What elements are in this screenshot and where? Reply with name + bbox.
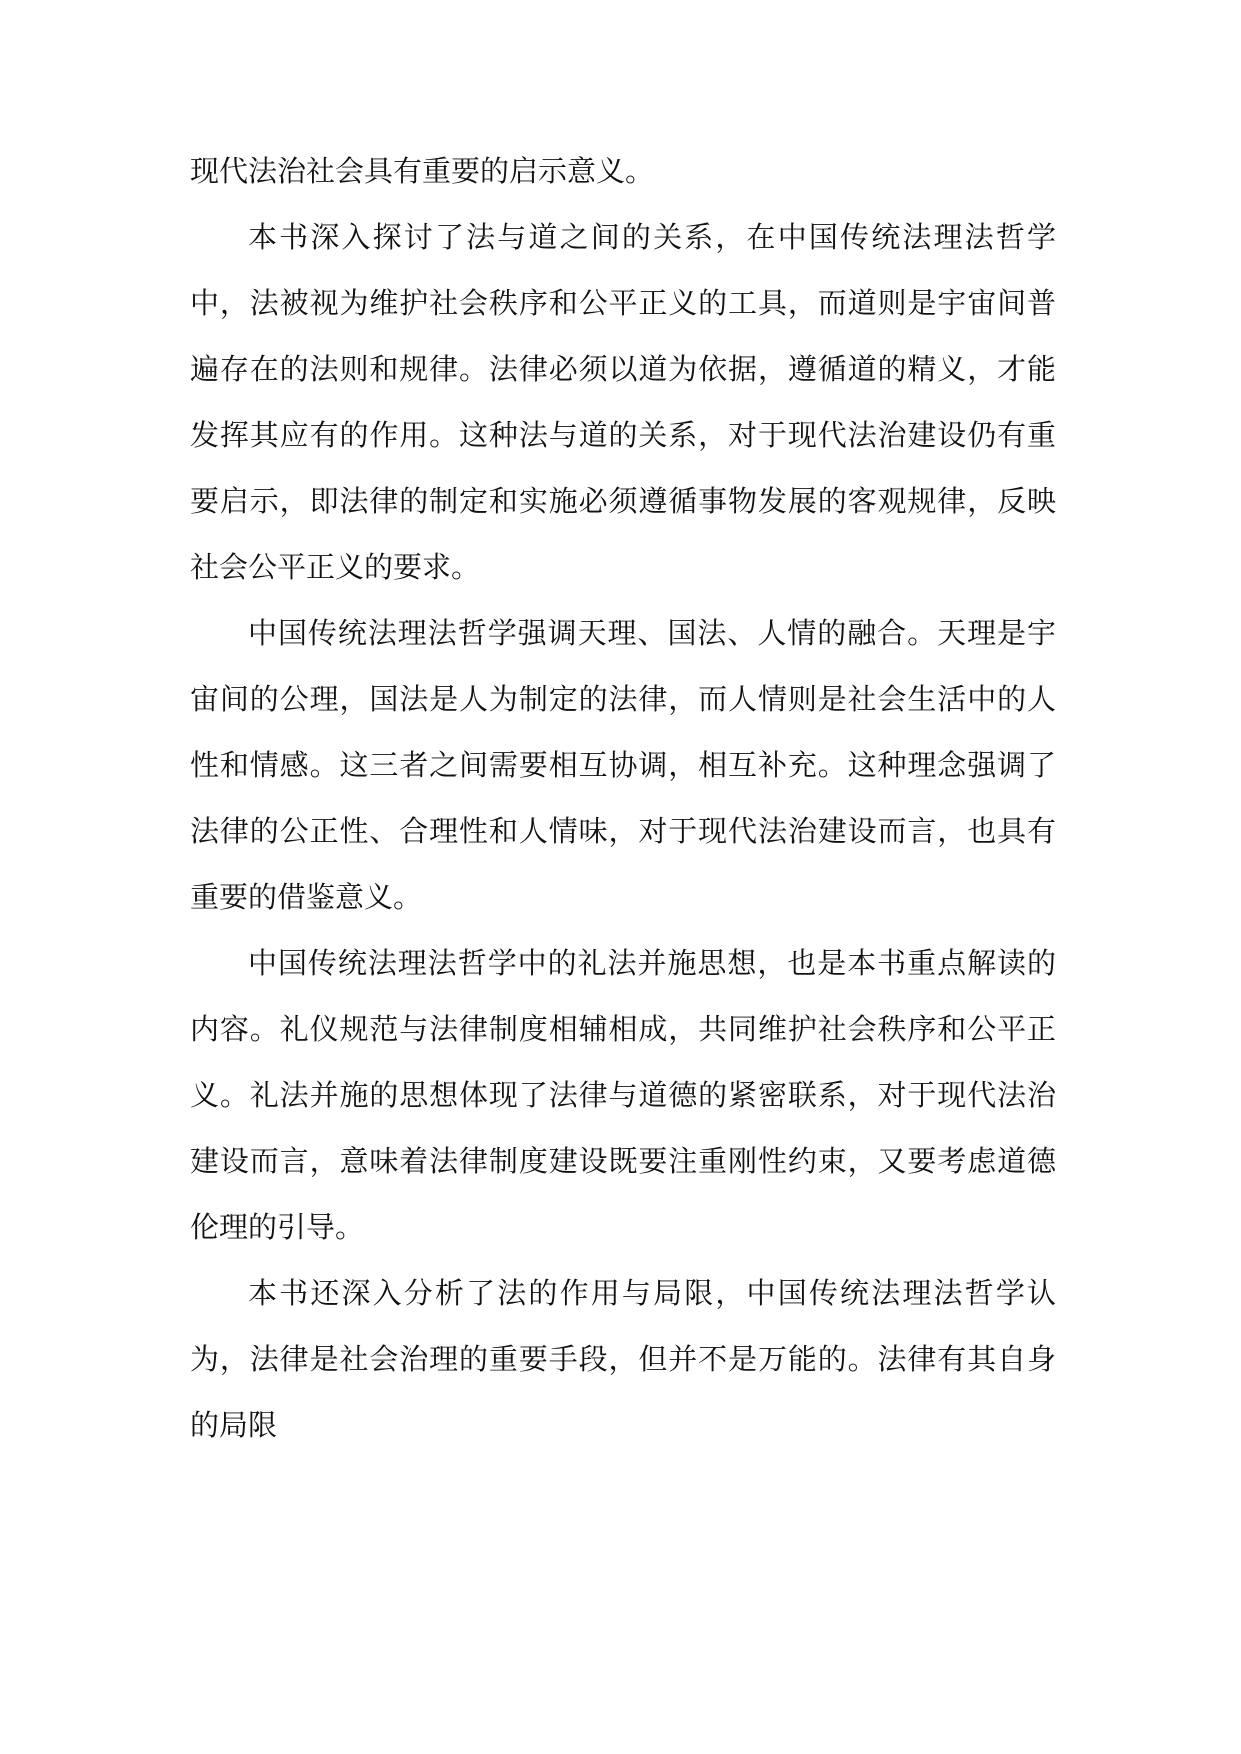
paragraph-heaven-law-human: 中国传统法理法哲学强调天理、国法、人情的融合。天理是宇宙间的公理，国法是人为制定的法律，而人情则是社会生活中的人性和情感。这三者之间需要相互协调，相互补充。这种理念强调了法律的公正性、合理性和人情味，对于现代法治建设而言，也具有重要的借鉴意义。 <box>190 616 1056 914</box>
paragraph-law-limits: 本书还深入分析了法的作用与局限，中国传统法理法哲学认为，法律是社会治理的重要手段，但并不是万能的。法律有其自身的局限 <box>190 1276 1056 1442</box>
paragraph-rites-and-law: 中国传统法理法哲学中的礼法并施思想，也是本书重点解读的内容。礼仪规范与法律制度相辅相成，共同维护社会秩序和公平正义。礼法并施的思想体现了法律与道德的紧密联系，对于现代法治建设而言，意味着法律制度建设既要注重刚性约束，又要考虑道德伦理的引导。 <box>190 946 1056 1244</box>
paragraph-continued: 现代法治社会具有重要的启示意义。 <box>190 154 655 188</box>
paragraph-law-and-dao: 本书深入探讨了法与道之间的关系，在中国传统法理法哲学中，法被视为维护社会秩序和公平正义的工具，而道则是宇宙间普遍存在的法则和规律。法律必须以道为依据，遵循道的精义，才能发挥其应有的作用。这种法与道的关系，对于现代法治建设仍有重要启示，即法律的制定和实施必须遵循事物发展的客观规律，反映社会公平正义的要求。 <box>190 220 1056 584</box>
body-text <box>190 138 1056 1458</box>
